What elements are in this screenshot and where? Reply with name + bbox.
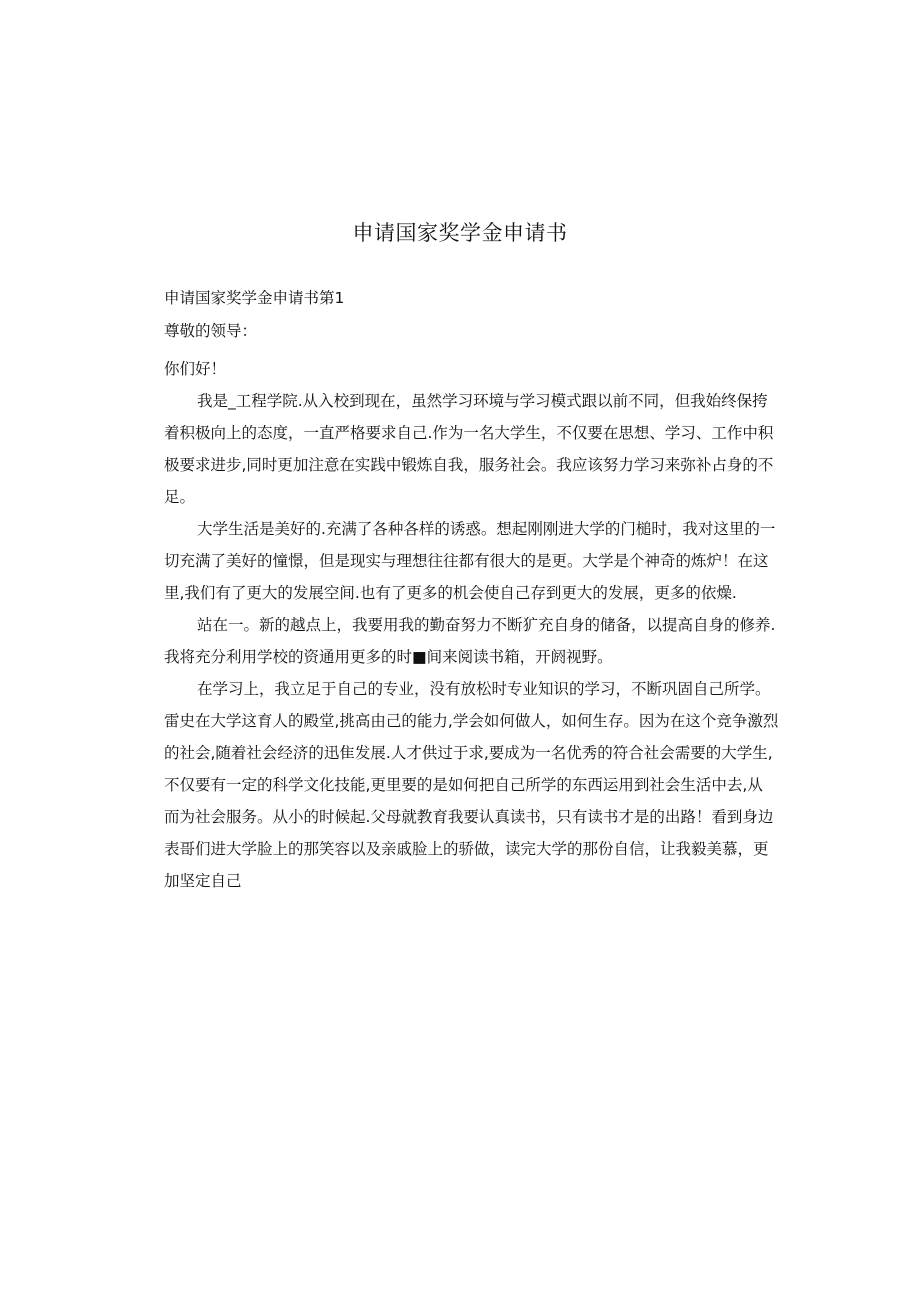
paragraph-line: 站在一。新的越点上，我要用我的勤奋努力不断犷充自身的储备，以提高自身的修养. bbox=[197, 616, 776, 634]
paragraph-line: 而为社会服务。从小的时候起.父母就教育我要认真读书，只有读书才是的出路！看到身边 bbox=[164, 808, 774, 826]
salutation: 尊敬的领导： bbox=[164, 322, 258, 340]
paragraph-line: 我是_工程学院.从入校到现在，虽然学习环境与学习模式跟以前不同，但我始终保挎 bbox=[197, 392, 768, 410]
paragraph-line: 足。 bbox=[164, 488, 196, 506]
document-body bbox=[164, 282, 779, 897]
paragraph-2 bbox=[164, 513, 776, 609]
section-heading: 申请国家奖学金申请书第1 bbox=[164, 289, 345, 307]
paragraph-line: 在学习上，我立足于自己的专业，没有放松时专业知识的学习，不断巩固自己所学。 bbox=[197, 680, 771, 698]
paragraph-line: 着积极向上的态度，一直严格要求自己.作为一名大学生，不仅要在思想、学习、工作中积 bbox=[164, 424, 774, 442]
greeting: 你们好！ bbox=[164, 360, 227, 378]
paragraph-line: 表哥们进大学脸上的那笑容以及亲戚脸上的骄做，读完大学的那份自信，让我毅美慕，更 bbox=[164, 840, 769, 858]
paragraph-line: 切充满了美好的憧憬，但是现实与理想往往都有很大的是更。大学是个神奇的炼炉！在这 bbox=[164, 552, 769, 570]
paragraph-line: 极要求进步,同时更加注意在实践中锻炼自我，服务社会。我应该努力学习来弥补占身的不 bbox=[164, 456, 774, 474]
paragraph-line: 大学生活是美好的.充满了各种各样的诱惑。想起刚刚进大学的门槌时，我对这里的一 bbox=[197, 520, 776, 538]
paragraph-line: 我将充分利用学校的资通用更多的时■间来阅读书箱，开阏视野。 bbox=[164, 648, 613, 666]
paragraph-line: 雷史在大学这育人的殿堂,挑高由己的能力,学会如何做人，如何生存。因为在这个竞争激烈 bbox=[164, 712, 779, 730]
paragraph-1 bbox=[164, 385, 774, 513]
paragraph-line: 里,我们有了更大的发展空间.也有了更多的机会使自己存到更大的发展，更多的依燥. bbox=[164, 584, 737, 602]
paragraph-4 bbox=[164, 673, 779, 897]
document-title: 申请国家奖学金申请书 bbox=[352, 221, 568, 245]
paragraph-3 bbox=[164, 609, 776, 673]
paragraph-line: 加坚定自己 bbox=[164, 872, 242, 890]
paragraph-line: 的社会,随着社会经济的迅隹发展.人才供过于求,要成为一名优秀的符合社会需要的大学生, bbox=[164, 744, 773, 762]
paragraph-line: 不仅要有一定的科学文化技能,更里要的是如何把自己所学的东西运用到社会生活中去,从 bbox=[164, 776, 763, 794]
